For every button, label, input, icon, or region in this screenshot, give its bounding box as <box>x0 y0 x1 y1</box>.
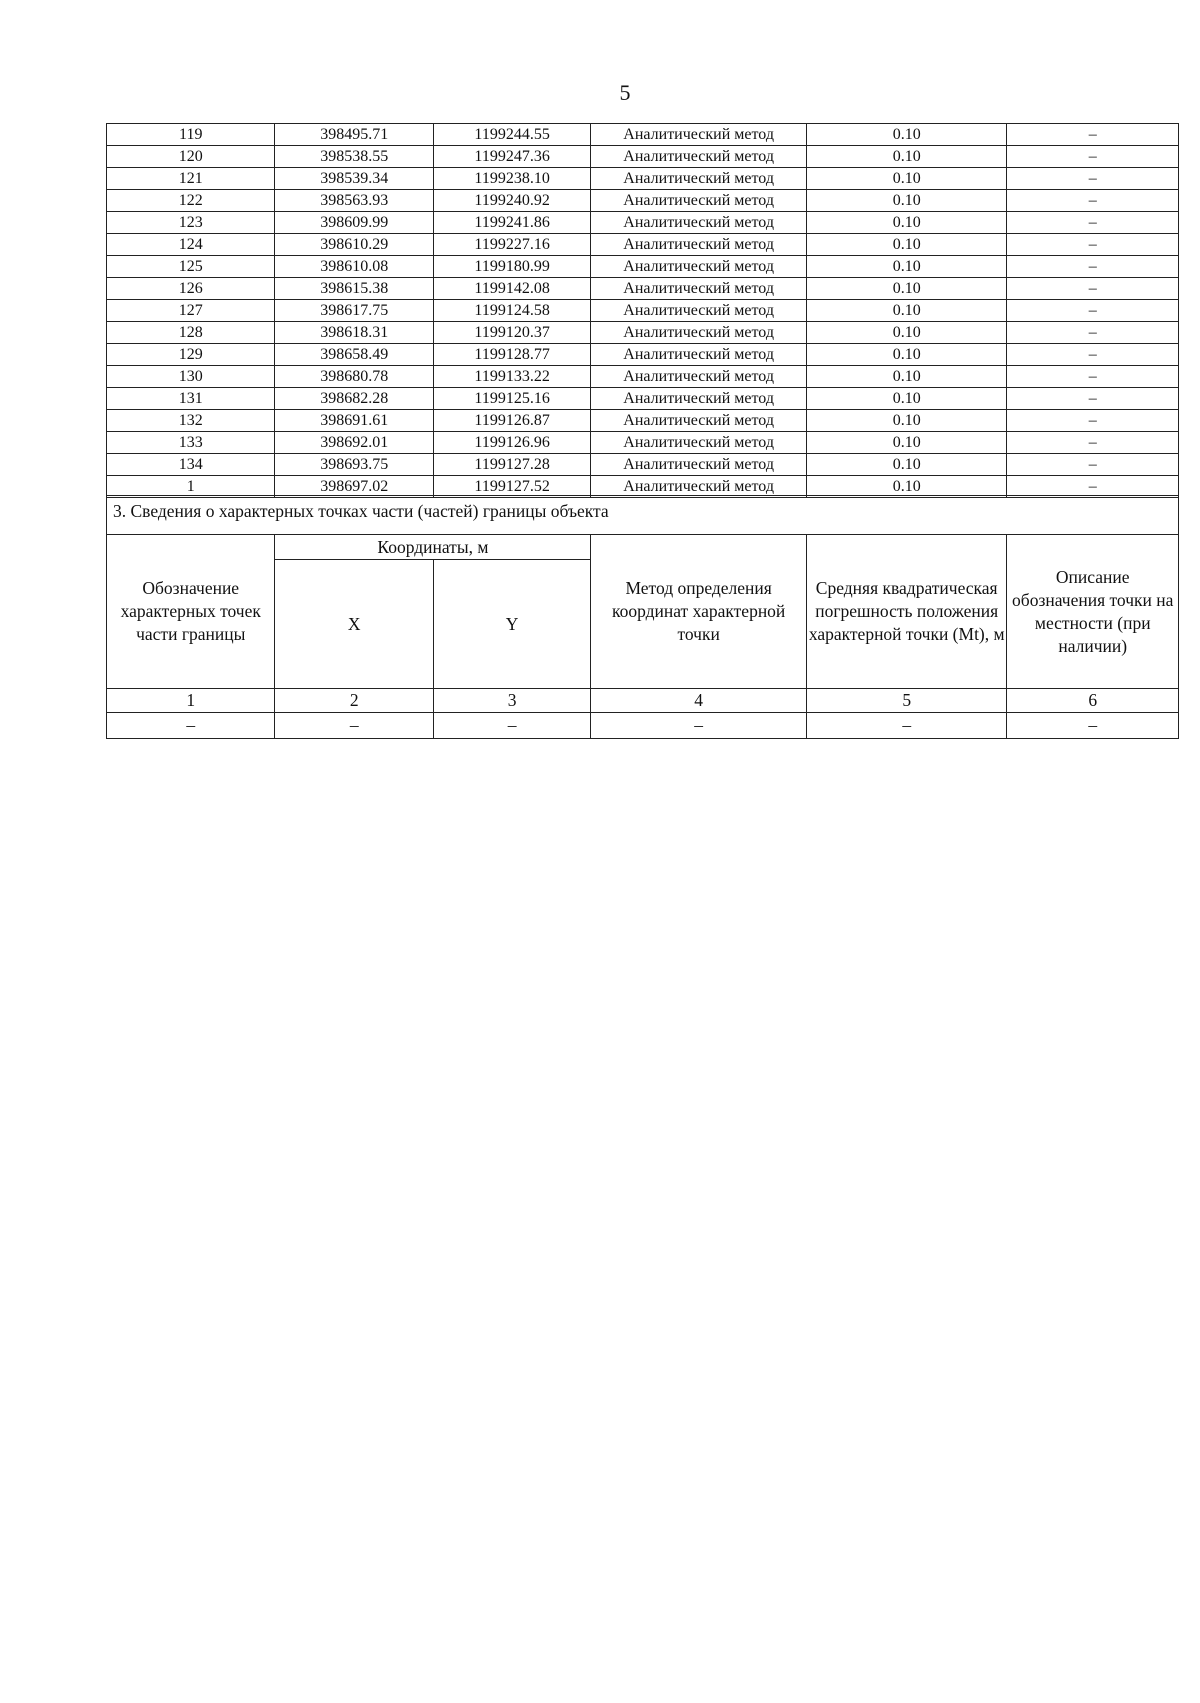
cell-description: – <box>1007 432 1179 454</box>
cell-method: Аналитический метод <box>591 146 807 168</box>
cell-description: – <box>1007 344 1179 366</box>
cell-description: – <box>1007 454 1179 476</box>
cell-coord-y: 1199126.96 <box>433 432 590 454</box>
cell-point-id: 1 <box>107 476 275 498</box>
cell-error: 0.10 <box>806 256 1007 278</box>
cell-method: Аналитический метод <box>591 212 807 234</box>
cell-description: – <box>1007 278 1179 300</box>
table-row <box>107 278 1179 300</box>
header-x: X <box>275 560 433 689</box>
cell-coord-x: 398658.49 <box>275 344 433 366</box>
cell-coord-x: 398693.75 <box>275 454 433 476</box>
cell-method: Аналитический метод <box>591 388 807 410</box>
cell-coord-y: 1199128.77 <box>433 344 590 366</box>
cell-coord-x: 398539.34 <box>275 168 433 190</box>
cell-coord-y: 1199227.16 <box>433 234 590 256</box>
cell-coord-y: 1199120.37 <box>433 322 590 344</box>
empty-cell: – <box>107 713 275 739</box>
cell-coord-x: 398495.71 <box>275 124 433 146</box>
cell-coord-x: 398563.93 <box>275 190 433 212</box>
cell-point-id: 121 <box>107 168 275 190</box>
cell-method: Аналитический метод <box>591 410 807 432</box>
cell-description: – <box>1007 124 1179 146</box>
cell-description: – <box>1007 168 1179 190</box>
empty-cell: – <box>591 713 807 739</box>
empty-cell: – <box>275 713 433 739</box>
table-row <box>107 146 1179 168</box>
cell-point-id: 123 <box>107 212 275 234</box>
table-row <box>107 410 1179 432</box>
column-number: 1 <box>107 689 275 713</box>
header-description: Описание обозначения точки на местности (при наличии) <box>1007 535 1179 689</box>
column-number: 3 <box>433 689 590 713</box>
cell-point-id: 129 <box>107 344 275 366</box>
cell-method: Аналитический метод <box>591 278 807 300</box>
cell-point-id: 132 <box>107 410 275 432</box>
cell-error: 0.10 <box>806 278 1007 300</box>
cell-method: Аналитический метод <box>591 322 807 344</box>
cell-coord-y: 1199240.92 <box>433 190 590 212</box>
cell-error: 0.10 <box>806 124 1007 146</box>
cell-coord-x: 398680.78 <box>275 366 433 388</box>
table-row <box>107 124 1179 146</box>
cell-point-id: 126 <box>107 278 275 300</box>
cell-description: – <box>1007 256 1179 278</box>
cell-error: 0.10 <box>806 234 1007 256</box>
cell-method: Аналитический метод <box>591 190 807 212</box>
cell-coord-x: 398615.38 <box>275 278 433 300</box>
cell-error: 0.10 <box>806 476 1007 498</box>
cell-error: 0.10 <box>806 190 1007 212</box>
cell-coord-x: 398682.28 <box>275 388 433 410</box>
cell-coord-x: 398617.75 <box>275 300 433 322</box>
column-number: 4 <box>591 689 807 713</box>
table-row <box>107 256 1179 278</box>
cell-description: – <box>1007 190 1179 212</box>
part-boundary-table <box>106 495 1179 739</box>
cell-point-id: 127 <box>107 300 275 322</box>
cell-method: Аналитический метод <box>591 234 807 256</box>
cell-method: Аналитический метод <box>591 256 807 278</box>
page-number: 5 <box>619 80 631 105</box>
column-number: 5 <box>806 689 1007 713</box>
cell-coord-x: 398538.55 <box>275 146 433 168</box>
column-numbers-row <box>107 689 1179 713</box>
cell-method: Аналитический метод <box>591 432 807 454</box>
cell-coord-x: 398610.29 <box>275 234 433 256</box>
table-row <box>107 432 1179 454</box>
cell-point-id: 134 <box>107 454 275 476</box>
cell-description: – <box>1007 410 1179 432</box>
column-number: 2 <box>275 689 433 713</box>
cell-description: – <box>1007 234 1179 256</box>
cell-error: 0.10 <box>806 168 1007 190</box>
cell-coord-x: 398697.02 <box>275 476 433 498</box>
cell-coord-x: 398618.31 <box>275 322 433 344</box>
table-row <box>107 454 1179 476</box>
cell-description: – <box>1007 366 1179 388</box>
header-designation: Обозначение характерных точек части границы <box>107 535 275 689</box>
header-error: Средняя квадратическая погрешность положения характерной точки (Mt), м <box>806 535 1007 689</box>
cell-coord-x: 398691.61 <box>275 410 433 432</box>
cell-point-id: 131 <box>107 388 275 410</box>
cell-coord-y: 1199247.36 <box>433 146 590 168</box>
table-row <box>107 388 1179 410</box>
cell-point-id: 120 <box>107 146 275 168</box>
cell-point-id: 133 <box>107 432 275 454</box>
cell-coord-y: 1199127.28 <box>433 454 590 476</box>
cell-coord-y: 1199124.58 <box>433 300 590 322</box>
cell-coord-y: 1199127.52 <box>433 476 590 498</box>
cell-coord-y: 1199244.55 <box>433 124 590 146</box>
header-method: Метод определения координат характерной точки <box>591 535 807 689</box>
table-row <box>107 212 1179 234</box>
cell-coord-y: 1199241.86 <box>433 212 590 234</box>
cell-error: 0.10 <box>806 388 1007 410</box>
coordinates-table <box>106 123 1179 498</box>
cell-error: 0.10 <box>806 146 1007 168</box>
cell-point-id: 125 <box>107 256 275 278</box>
section-title: 3. Сведения о характерных точках части (частей) границы объекта <box>107 496 1179 535</box>
header-y: Y <box>433 560 590 689</box>
cell-coord-x: 398610.08 <box>275 256 433 278</box>
cell-description: – <box>1007 212 1179 234</box>
cell-method: Аналитический метод <box>591 476 807 498</box>
empty-data-row <box>107 713 1179 739</box>
cell-coord-y: 1199238.10 <box>433 168 590 190</box>
cell-error: 0.10 <box>806 432 1007 454</box>
cell-method: Аналитический метод <box>591 124 807 146</box>
cell-error: 0.10 <box>806 212 1007 234</box>
cell-error: 0.10 <box>806 322 1007 344</box>
table-row <box>107 168 1179 190</box>
cell-coord-x: 398609.99 <box>275 212 433 234</box>
cell-description: – <box>1007 146 1179 168</box>
cell-coord-y: 1199126.87 <box>433 410 590 432</box>
cell-error: 0.10 <box>806 366 1007 388</box>
table-row <box>107 344 1179 366</box>
cell-point-id: 124 <box>107 234 275 256</box>
cell-point-id: 119 <box>107 124 275 146</box>
empty-cell: – <box>806 713 1007 739</box>
cell-coord-y: 1199133.22 <box>433 366 590 388</box>
cell-method: Аналитический метод <box>591 344 807 366</box>
cell-point-id: 122 <box>107 190 275 212</box>
cell-point-id: 130 <box>107 366 275 388</box>
cell-coord-y: 1199142.08 <box>433 278 590 300</box>
cell-error: 0.10 <box>806 344 1007 366</box>
table-row <box>107 234 1179 256</box>
cell-coord-y: 1199180.99 <box>433 256 590 278</box>
coordinates-table-body <box>107 124 1179 498</box>
header-coordinates: Координаты, м <box>275 535 591 560</box>
cell-error: 0.10 <box>806 454 1007 476</box>
cell-coord-x: 398692.01 <box>275 432 433 454</box>
empty-cell: – <box>433 713 590 739</box>
cell-description: – <box>1007 388 1179 410</box>
cell-description: – <box>1007 476 1179 498</box>
cell-error: 0.10 <box>806 300 1007 322</box>
table-row <box>107 190 1179 212</box>
empty-cell: – <box>1007 713 1179 739</box>
cell-method: Аналитический метод <box>591 168 807 190</box>
column-number: 6 <box>1007 689 1179 713</box>
cell-error: 0.10 <box>806 410 1007 432</box>
cell-method: Аналитический метод <box>591 366 807 388</box>
table-row <box>107 366 1179 388</box>
cell-point-id: 128 <box>107 322 275 344</box>
table-row <box>107 300 1179 322</box>
cell-description: – <box>1007 322 1179 344</box>
cell-method: Аналитический метод <box>591 300 807 322</box>
cell-description: – <box>1007 300 1179 322</box>
cell-method: Аналитический метод <box>591 454 807 476</box>
table-row <box>107 322 1179 344</box>
cell-coord-y: 1199125.16 <box>433 388 590 410</box>
